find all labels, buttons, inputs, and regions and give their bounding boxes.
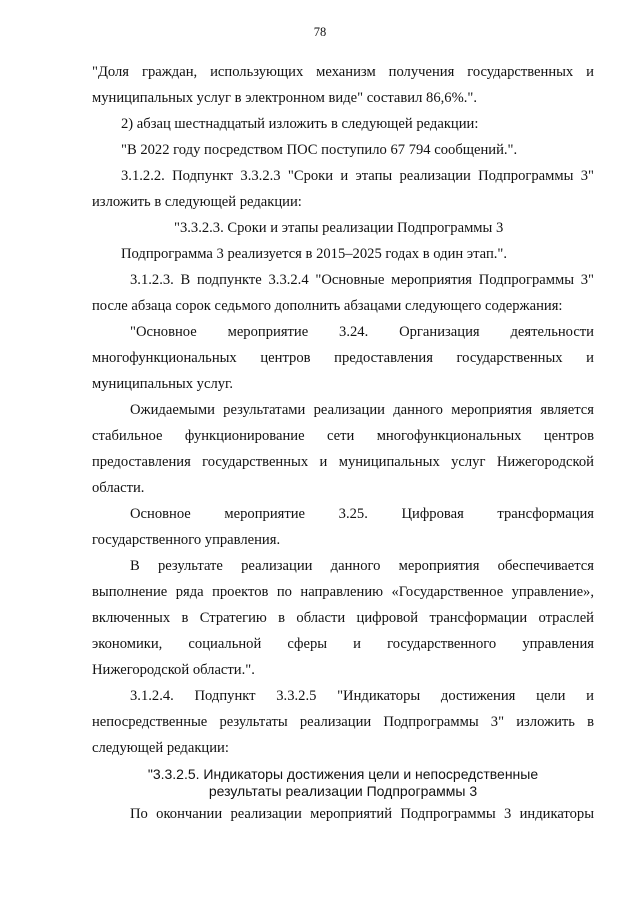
paragraph-line: 3.1.2.4. Подпункт 3.3.2.5 "Индикаторы достижения цели и (130, 688, 594, 704)
page-number: 78 (313, 25, 327, 39)
paragraph-line: Подпрограмма 3 реализуется в 2015–2025 годах в один этап.". (121, 246, 508, 262)
paragraph-line: государственного управления. (92, 532, 281, 548)
paragraph-line: непосредственные результаты реализации Подпрограммы 3" изложить в (92, 714, 594, 730)
paragraph-line: 2) абзац шестнадцатый изложить в следующей редакции: (121, 116, 479, 132)
paragraph-line: 3.1.2.3. В подпункте 3.3.2.4 "Основные мероприятия Подпрограммы 3" (130, 272, 594, 288)
paragraph-line: "Доля граждан, использующих механизм получения государственных и (92, 64, 594, 80)
paragraph-line: В результате реализации данного мероприятия обеспечивается (130, 558, 594, 574)
paragraph-line: включенных в Стратегию в области цифровой трансформации отраслей (92, 610, 594, 626)
paragraph-line: "В 2022 году посредством ПОС поступило 67 794 сообщений.". (121, 142, 518, 158)
paragraph-line: Нижегородской области.". (92, 662, 255, 678)
paragraph-line: стабильное функционирование сети многофункциональных центров (92, 428, 594, 444)
paragraph-line: области. (92, 480, 145, 496)
paragraph-line: По окончании реализации мероприятий Подпрограммы 3 индикаторы (130, 806, 594, 822)
paragraph-line: экономики, социальной сферы и государственного управления (92, 636, 594, 652)
section-heading: "3.3.2.3. Сроки и этапы реализации Подпрограммы 3 (174, 220, 504, 236)
paragraph-line: муниципальных услуг в электронном виде" составил 86,6%.". (92, 90, 477, 106)
paragraph-line: многофункциональных центров предоставления государственных и (92, 350, 594, 366)
section-heading: "3.3.2.5. Индикаторы достижения цели и непосредственные (147, 766, 539, 782)
paragraph-line: Ожидаемыми результатами реализации данного мероприятия является (130, 402, 594, 418)
paragraph-line: следующей редакции: (92, 740, 229, 756)
paragraph-line: Основное мероприятие 3.25. Цифровая трансформация (130, 506, 594, 522)
paragraph-line: после абзаца сорок седьмого дополнить абзацами следующего содержания: (92, 298, 563, 314)
paragraph-line: изложить в следующей редакции: (92, 194, 302, 210)
paragraph-line: предоставления государственных и муниципальных услуг Нижегородской (92, 454, 594, 470)
paragraph-line: "Основное мероприятие 3.24. Организация деятельности (130, 324, 594, 340)
paragraph-line: муниципальных услуг. (92, 376, 234, 392)
paragraph-line: выполнение ряда проектов по направлению «Государственное управление», (92, 584, 594, 600)
paragraph-line: 3.1.2.2. Подпункт 3.3.2.3 "Сроки и этапы реализации Подпрограммы 3" (121, 168, 594, 184)
section-heading: результаты реализации Подпрограммы 3 (208, 783, 478, 799)
